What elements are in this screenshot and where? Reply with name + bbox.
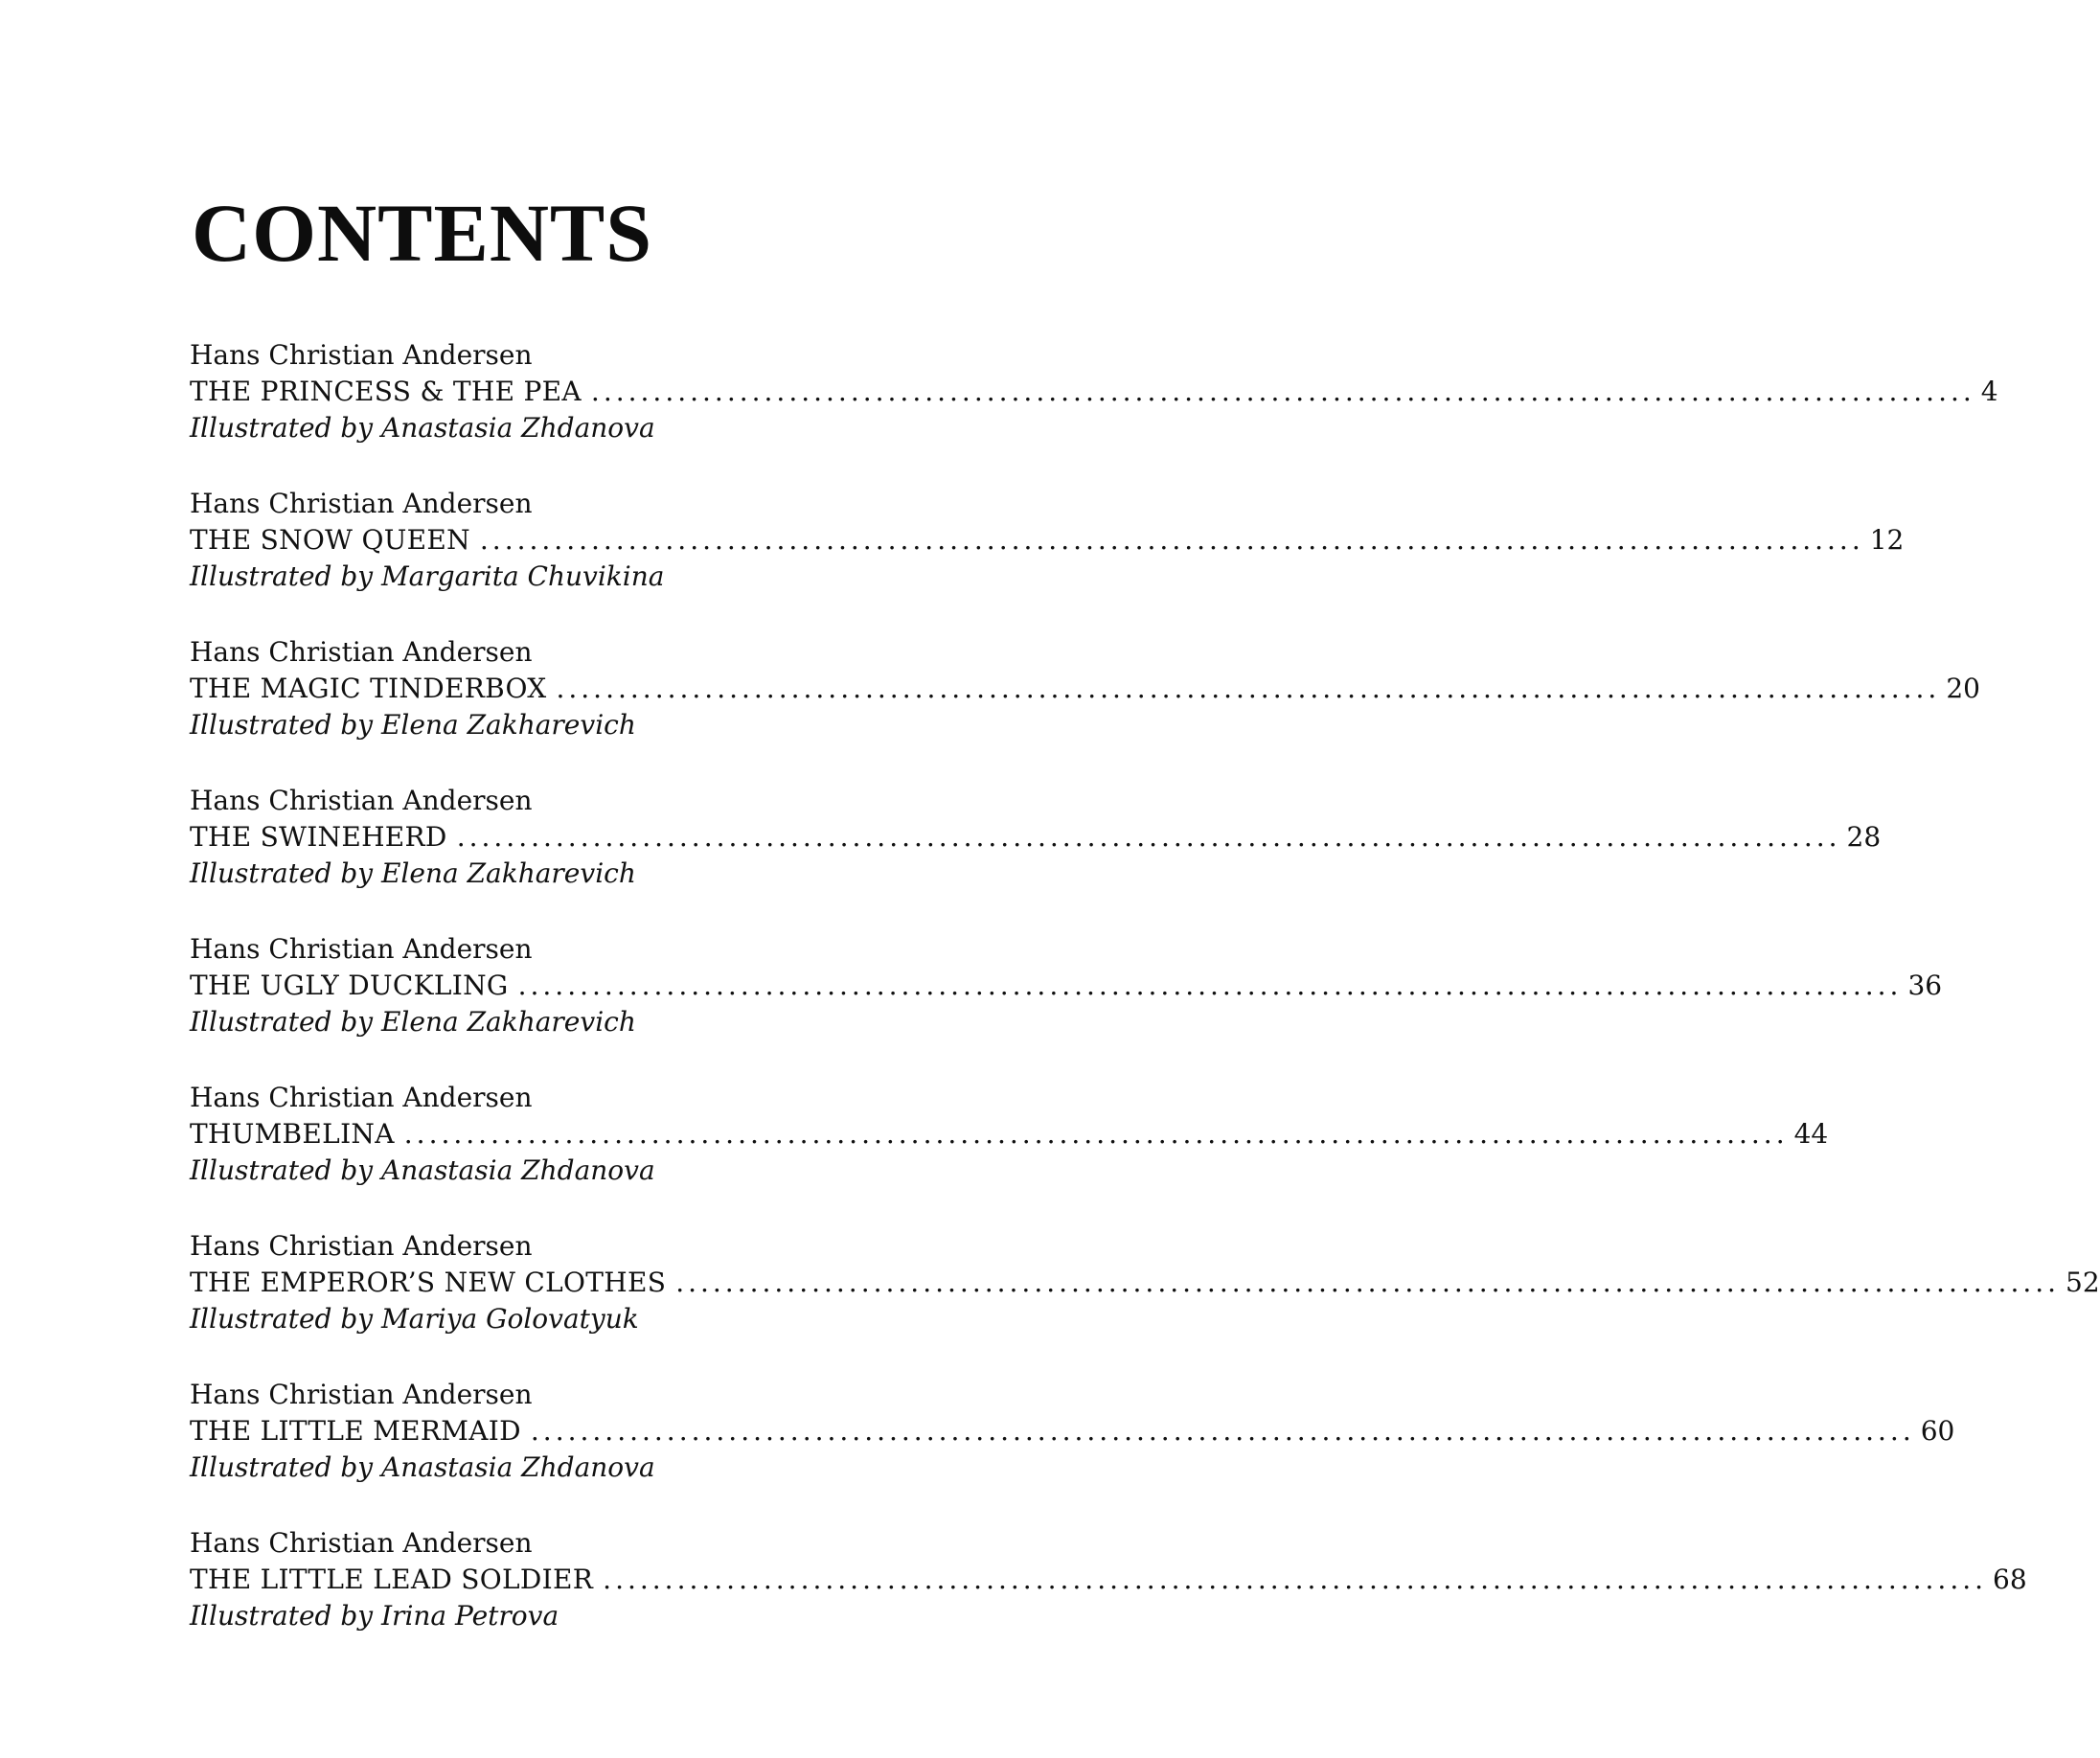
entry-page-number: 12 <box>1869 524 1905 556</box>
entry-title: THE LITTLE MERMAID <box>190 1415 521 1447</box>
entry-illustrator: Illustrated by Elena Zakharevich <box>190 709 636 741</box>
entry-title: THE MAGIC TINDERBOX <box>190 673 547 704</box>
entry-illustrator: Illustrated by Elena Zakharevich <box>190 857 636 889</box>
entry-title-row <box>190 819 1882 856</box>
entry-author: Hans Christian Andersen <box>190 1082 533 1113</box>
entry-title-row <box>190 968 1943 1004</box>
entry-illustrator: Illustrated by Margarita Chuvikina <box>190 560 665 592</box>
toc-entry[interactable] <box>190 931 1943 1080</box>
toc-entry[interactable] <box>190 634 1980 783</box>
toc-entry[interactable] <box>190 337 1998 486</box>
toc-entry[interactable] <box>190 486 1905 634</box>
dot-leader: ................................................................................................................ <box>517 970 1903 1001</box>
table-of-contents <box>190 337 2100 1674</box>
entry-title-row <box>190 1116 1829 1153</box>
entry-illustrator: Illustrated by Mariya Golovatyuk <box>190 1303 639 1335</box>
toc-entry[interactable] <box>190 1377 1955 1525</box>
entry-title-row <box>190 1265 2100 1301</box>
dot-leader: ................................................................................................................ <box>530 1415 1915 1447</box>
entry-author: Hans Christian Andersen <box>190 1527 533 1559</box>
entry-author: Hans Christian Andersen <box>190 785 533 816</box>
toc-entry[interactable] <box>190 1228 2100 1377</box>
entry-page-number: 44 <box>1793 1118 1829 1150</box>
dot-leader: ................................................................................................................ <box>403 1118 1789 1150</box>
entry-title-row <box>190 522 1905 559</box>
dot-leader: ................................................................................................................ <box>456 821 1841 853</box>
entry-illustrator: Illustrated by Anastasia Zhdanova <box>190 1451 655 1483</box>
toc-entry[interactable] <box>190 1525 2027 1674</box>
entry-page-number: 60 <box>1920 1415 1955 1447</box>
entry-author: Hans Christian Andersen <box>190 636 533 668</box>
dot-leader: ................................................................................................................ <box>590 376 1975 407</box>
dot-leader: ................................................................................................................ <box>603 1564 1988 1595</box>
entry-author: Hans Christian Andersen <box>190 1230 533 1262</box>
toc-entry[interactable] <box>190 783 1882 931</box>
entry-title: THUMBELINA <box>190 1118 395 1150</box>
entry-title: THE LITTLE LEAD SOLDIER <box>190 1564 594 1595</box>
entry-illustrator: Illustrated by Irina Petrova <box>190 1600 559 1632</box>
entry-title: THE SNOW QUEEN <box>190 524 470 556</box>
entry-title-row <box>190 374 1998 410</box>
dot-leader: ................................................................................................................ <box>675 1267 2061 1298</box>
entry-page-number: 52 <box>2066 1267 2100 1298</box>
entry-author: Hans Christian Andersen <box>190 1379 533 1410</box>
entry-page-number: 4 <box>1980 376 1998 407</box>
page-title: CONTENTS <box>192 187 653 279</box>
entry-title-row <box>190 671 1980 707</box>
dot-leader: ................................................................................................................ <box>556 673 1941 704</box>
entry-page-number: 68 <box>1993 1564 2027 1595</box>
entry-page-number: 20 <box>1946 673 1980 704</box>
entry-illustrator: Illustrated by Elena Zakharevich <box>190 1006 636 1038</box>
entry-illustrator: Illustrated by Anastasia Zhdanova <box>190 1154 655 1186</box>
entry-title-row <box>190 1562 2027 1598</box>
entry-page-number: 28 <box>1846 821 1882 853</box>
entry-title: THE EMPEROR’S NEW CLOTHES <box>190 1267 667 1298</box>
entry-title-row <box>190 1413 1955 1450</box>
entry-author: Hans Christian Andersen <box>190 488 533 519</box>
entry-title: THE UGLY DUCKLING <box>190 970 509 1001</box>
entry-author: Hans Christian Andersen <box>190 933 533 965</box>
dot-leader: ................................................................................................................ <box>479 524 1864 556</box>
entry-author: Hans Christian Andersen <box>190 339 533 371</box>
toc-entry[interactable] <box>190 1080 1829 1228</box>
entry-illustrator: Illustrated by Anastasia Zhdanova <box>190 412 655 444</box>
entry-title: THE PRINCESS & THE PEA <box>190 376 582 407</box>
entry-page-number: 36 <box>1907 970 1943 1001</box>
entry-title: THE SWINEHERD <box>190 821 447 853</box>
